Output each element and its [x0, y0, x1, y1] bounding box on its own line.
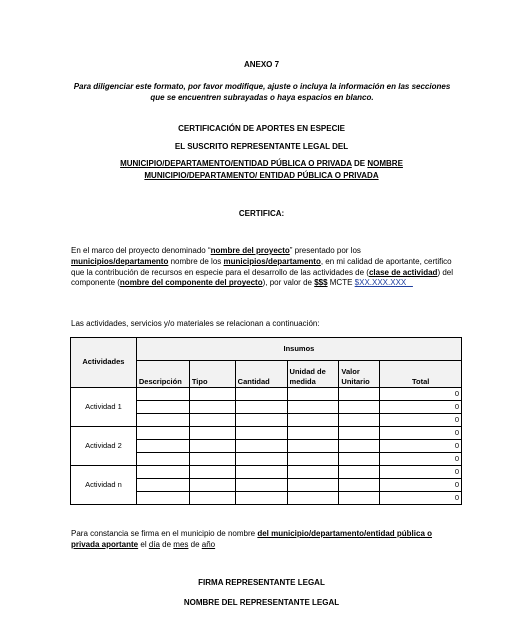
cell-unidad[interactable]: [287, 492, 339, 505]
header-actividades: Actividades: [71, 338, 137, 388]
year-placeholder: año: [201, 539, 216, 549]
cell-tipo[interactable]: [189, 453, 235, 466]
cell-total: 0: [380, 440, 462, 453]
activity-label: Actividad 2: [71, 427, 137, 466]
cell-tipo[interactable]: [189, 440, 235, 453]
cell-unidad[interactable]: [287, 466, 339, 479]
body-text: En el marco del proyecto denominado “: [71, 246, 211, 255]
header-tipo: Tipo: [189, 361, 235, 388]
cell-unidad[interactable]: [287, 401, 339, 414]
municipality-placeholder: municipios/departamento: [223, 256, 321, 266]
cell-unidad[interactable]: [287, 388, 339, 401]
header-unidad-medida: Unidad de medida: [287, 361, 339, 388]
body-text: , en mi calidad de aportante, certifico que la contribución de recursos en especie para el desarrollo de las actividades de (: [71, 256, 452, 277]
cell-descripcion[interactable]: [136, 440, 189, 453]
list-intro: Las actividades, servicios y/o materiales se relacionan a continuación:: [71, 319, 320, 328]
cell-valor[interactable]: [339, 388, 380, 401]
closing-text: de: [188, 539, 202, 549]
cell-total: 0: [380, 414, 462, 427]
month-placeholder: mes: [173, 539, 189, 549]
cell-descripcion[interactable]: [136, 401, 189, 414]
certifica-heading: CERTIFICA:: [238, 209, 285, 218]
cell-cantidad[interactable]: [235, 453, 287, 466]
cell-valor[interactable]: [339, 492, 380, 505]
cell-tipo[interactable]: [189, 388, 235, 401]
header-descripcion: Descripción: [136, 361, 189, 388]
cell-valor[interactable]: [339, 453, 380, 466]
cell-tipo[interactable]: [189, 479, 235, 492]
cell-descripcion[interactable]: [136, 492, 189, 505]
header-total: Total: [380, 361, 462, 388]
cell-cantidad[interactable]: [235, 388, 287, 401]
closing-text: Para constancia se firma en el municipio de nombre: [71, 529, 258, 538]
cell-total: 0: [380, 427, 462, 440]
cell-tipo[interactable]: [189, 492, 235, 505]
cell-valor[interactable]: [339, 466, 380, 479]
heading-suscrito: EL SUSCRITO REPRESENTANTE LEGAL DEL: [174, 142, 349, 151]
amount-placeholder: $XX.XXX.XXX: [354, 278, 413, 288]
cell-cantidad[interactable]: [235, 440, 287, 453]
cell-unidad[interactable]: [287, 414, 339, 427]
cell-descripcion[interactable]: [136, 479, 189, 492]
table-row: [71, 427, 462, 440]
activity-label: Actividad 1: [71, 388, 137, 427]
cell-cantidad[interactable]: [235, 401, 287, 414]
cell-tipo[interactable]: [189, 466, 235, 479]
entity-placeholder-line2: MUNICIPIO/DEPARTAMENTO/ ENTIDAD PÚBLICA O PRIVADA: [144, 171, 379, 180]
closing-text: el: [138, 539, 149, 549]
cell-tipo[interactable]: [189, 414, 235, 427]
cell-valor[interactable]: [339, 414, 380, 427]
entity-connector: DE: [351, 159, 368, 168]
body-text: nombre de los: [168, 256, 224, 266]
header-insumos: Insumos: [136, 338, 461, 361]
cell-total: 0: [380, 453, 462, 466]
activity-label: Actividad n: [71, 466, 137, 505]
entity-contributor-placeholder: del municipio/departamento/entidad pública o privada aportante: [71, 529, 433, 549]
closing-paragraph: [71, 529, 453, 551]
currency-placeholder: $$$: [314, 278, 328, 288]
cell-tipo[interactable]: [189, 401, 235, 414]
cell-tipo[interactable]: [189, 427, 235, 440]
cell-descripcion[interactable]: [136, 466, 189, 479]
cell-cantidad[interactable]: [235, 479, 287, 492]
cell-valor[interactable]: [339, 401, 380, 414]
component-name-placeholder: nombre del componente del proyecto: [119, 278, 263, 288]
table-row: [71, 388, 462, 401]
heading-entity-line2: [0, 171, 523, 182]
cell-cantidad[interactable]: [235, 414, 287, 427]
cell-unidad[interactable]: [287, 453, 339, 466]
body-text: MCTE: [327, 278, 355, 288]
cell-descripcion[interactable]: [136, 414, 189, 427]
heading-entity-line1: [0, 159, 523, 170]
cell-cantidad[interactable]: [235, 466, 287, 479]
cell-unidad[interactable]: [287, 479, 339, 492]
cell-total: 0: [380, 466, 462, 479]
closing-text: de: [159, 539, 174, 549]
body-paragraph: [71, 246, 453, 289]
entity-placeholder: MUNICIPIO/DEPARTAMENTO/ENTIDAD PÚBLICA O PRIVADA: [120, 159, 352, 168]
heading-certificacion: CERTIFICACIÓN DE APORTES EN ESPECIE: [178, 124, 345, 133]
municipality-placeholder: municipios/departamento: [71, 256, 169, 266]
header-valor-unitario: Valor Unitario: [339, 361, 380, 388]
representative-name-line: NOMBRE DEL REPRESENTANTE LEGAL: [183, 598, 340, 607]
activity-class-placeholder: clase de actividad: [368, 267, 438, 277]
cell-descripcion[interactable]: [136, 453, 189, 466]
cell-cantidad[interactable]: [235, 427, 287, 440]
entity-name-placeholder: NOMBRE: [367, 159, 403, 168]
cell-descripcion[interactable]: [136, 388, 189, 401]
annex-title: ANEXO 7: [243, 60, 280, 69]
body-text: ) del componente (: [71, 267, 453, 288]
cell-descripcion[interactable]: [136, 427, 189, 440]
cell-total: 0: [380, 492, 462, 505]
header-cantidad: Cantidad: [235, 361, 287, 388]
cell-total: 0: [380, 479, 462, 492]
cell-unidad[interactable]: [287, 427, 339, 440]
instructions-text: Para diligenciar este formato, por favor modifique, ajuste o incluya la información en las secciones que se encuentren subrayadas o haya espacios en blanco.: [73, 82, 451, 102]
table-row: [71, 466, 462, 479]
cell-valor[interactable]: [339, 479, 380, 492]
cell-valor[interactable]: [339, 427, 380, 440]
activities-table: [70, 337, 462, 505]
cell-total: 0: [380, 388, 462, 401]
cell-total: 0: [380, 401, 462, 414]
cell-valor[interactable]: [339, 440, 380, 453]
body-text: ), por valor de: [262, 278, 315, 288]
signature-line: FIRMA REPRESENTANTE LEGAL: [198, 578, 325, 587]
day-placeholder: día: [148, 539, 160, 549]
body-text: ” presentado por los: [289, 246, 361, 255]
project-name-placeholder: nombre del proyecto: [210, 246, 290, 255]
cell-cantidad[interactable]: [235, 492, 287, 505]
cell-unidad[interactable]: [287, 440, 339, 453]
